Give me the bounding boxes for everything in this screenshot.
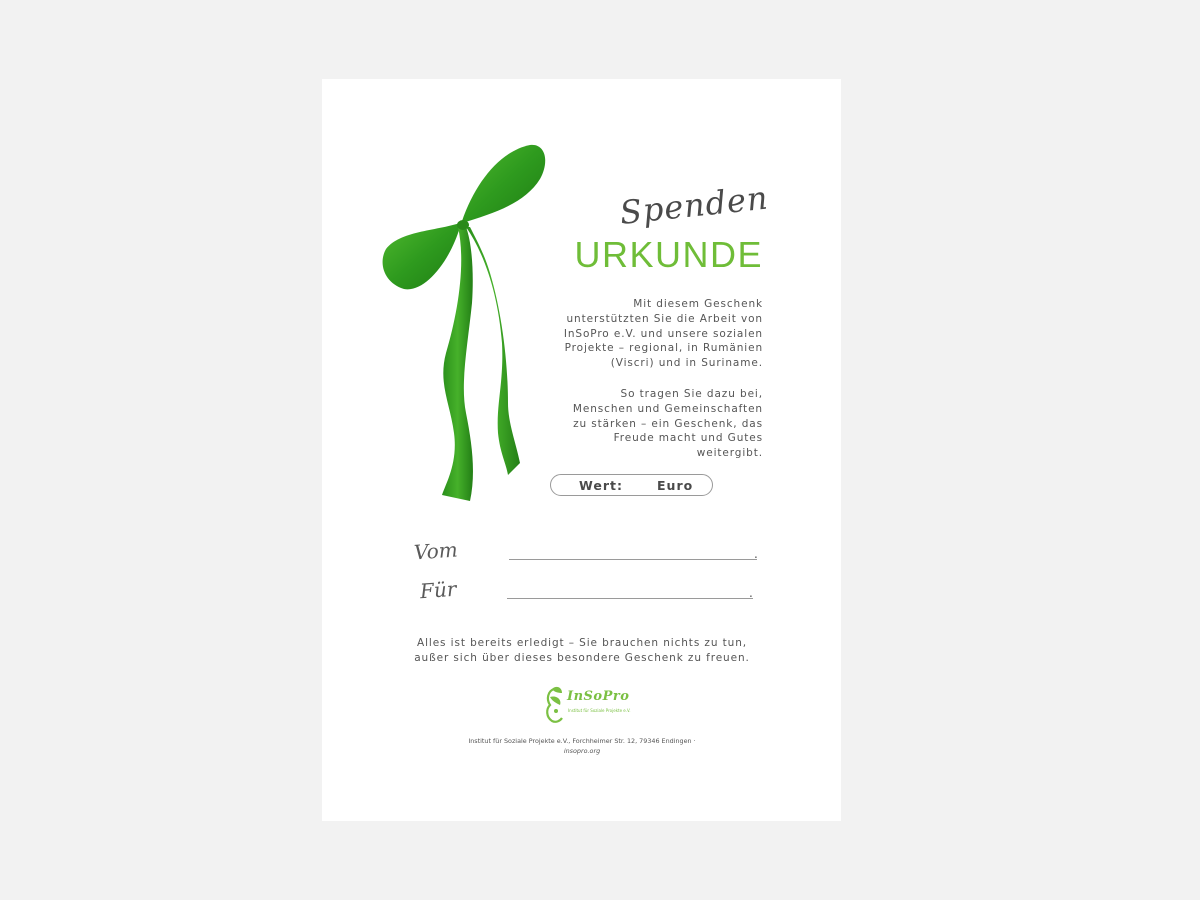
footer-address: Institut für Soziale Projekte e.V., Forchheimer Str. 12, 79346 Endingen · (468, 737, 696, 745)
certificate-page (322, 79, 841, 821)
script-title-spenden: Spenden (618, 178, 771, 232)
value-label: Wert: (579, 478, 623, 493)
page-title: URKUNDE (574, 234, 763, 275)
to-label: Für (419, 576, 458, 604)
from-line-end: . (754, 547, 758, 561)
from-line[interactable] (509, 559, 757, 560)
to-line[interactable] (507, 598, 753, 599)
impact-paragraph (523, 387, 763, 461)
intro-paragraph-text: Mit diesem Geschenk unterstützten Sie die Arbeit von InSoPro e.V. und unsere sozialen Projekte – regional, in Rumänien (Viscri) und in Suriname. (563, 298, 763, 370)
insopro-logo (544, 685, 631, 725)
logo-subtitle: Institut für Soziale Projekte e.V. (568, 708, 631, 713)
closing-text (382, 636, 782, 666)
value-field[interactable] (550, 474, 713, 496)
closing-text-content: Alles ist bereits erledigt – Sie brauchen nichts zu tun, außer sich über dieses besondere Geschenk zu freuen. (414, 637, 750, 664)
from-label: Vom (413, 537, 459, 565)
logo-wordmark: InSoPro (567, 689, 630, 704)
impact-paragraph-text: So tragen Sie dazu bei, Menschen und Gemeinschaften zu stärken – ein Geschenk, das Freude macht und Gutes weitergibt. (572, 388, 763, 460)
footer-url[interactable]: insopro.org (563, 747, 601, 755)
value-unit: Euro (657, 478, 694, 493)
to-line-end: . (749, 586, 753, 600)
intro-paragraph (523, 297, 763, 371)
